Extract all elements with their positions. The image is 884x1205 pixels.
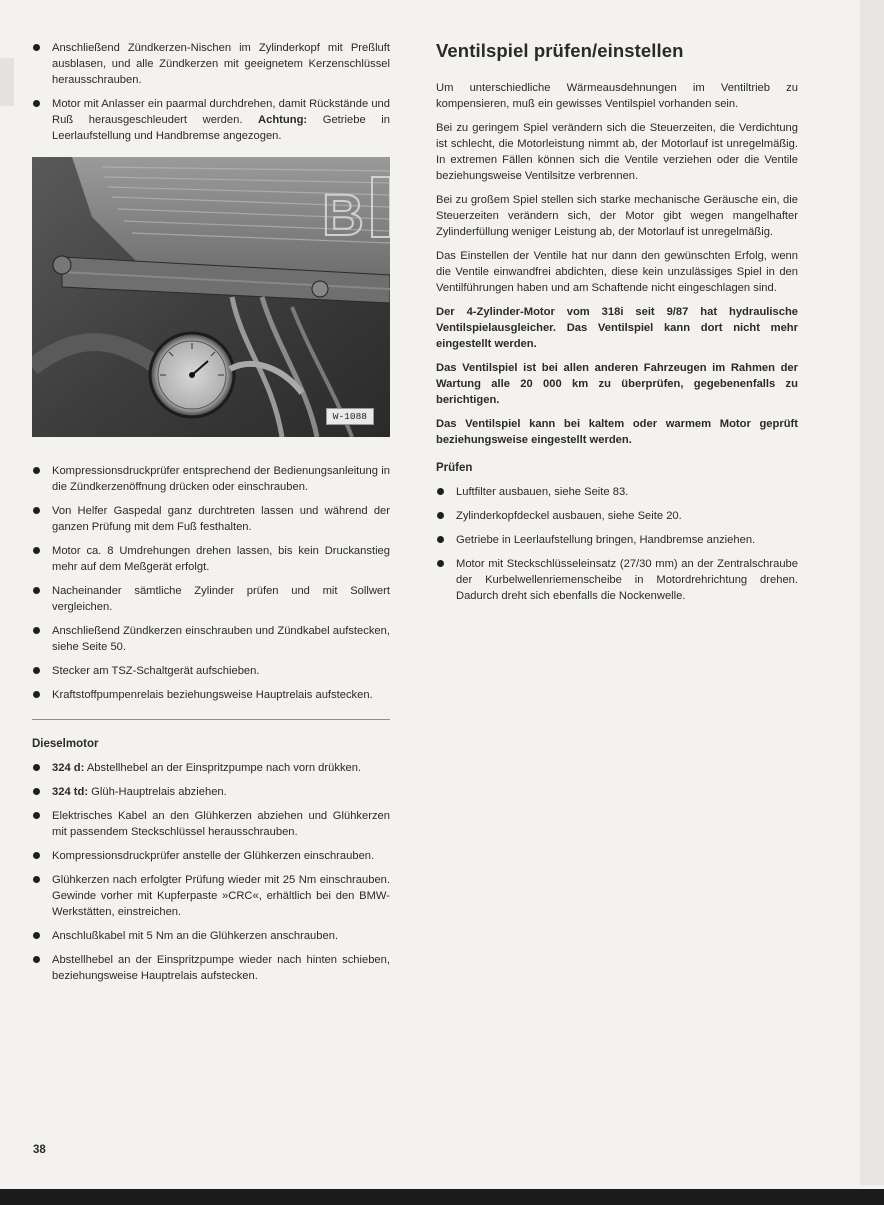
- list-item: Stecker am TSZ-Schaltgerät aufschieben.: [32, 663, 390, 679]
- bullet-list-top: [32, 40, 390, 144]
- list-item: Anschließend Zündkerzen-Nischen im Zylinderkopf mit Preßluft ausblasen, und alle Zündkerzen mit geeignetem Kerzenschlüssel herausschrauben.: [32, 40, 390, 88]
- page-edge-right: [860, 0, 884, 1185]
- list-item: Von Helfer Gaspedal ganz durchtreten lassen und während der ganzen Prüfung mit dem Fuß festhalten.: [32, 503, 390, 535]
- left-column: [32, 40, 390, 992]
- bold-paragraph: Das Ventilspiel ist bei allen anderen Fahrzeugen im Rahmen der Wartung alle 20 000 km zu überprüfen, gegebenenfalls zu berichtigen.: [436, 362, 798, 406]
- list-item: Anschlußkabel mit 5 Nm an die Glühkerzen anschrauben.: [32, 928, 390, 944]
- engine-photo: [32, 157, 390, 437]
- paragraph: Um unterschiedliche Wärmeausdehnungen im Ventiltrieb zu kompensieren, muß ein gewisses Ventilspiel vorhanden sein.: [436, 82, 798, 110]
- list-item: Abstellhebel an der Einspritzpumpe wieder nach hinten schieben, beziehungsweise Hauptrelais aufstecken.: [32, 952, 390, 984]
- list-item: 324 d: Abstellhebel an der Einspritzpumpe nach vorn drükken.: [32, 760, 390, 776]
- list-item: Getriebe in Leerlaufstellung bringen, Handbremse anziehen.: [436, 532, 798, 548]
- scan-bottom-border: [0, 1189, 884, 1205]
- page-number: 38: [33, 1144, 46, 1156]
- svg-text:B: B: [322, 183, 364, 248]
- compression-tester-photo: [32, 157, 390, 437]
- page-edge-tab: [0, 58, 14, 106]
- paragraph: Bei zu großem Spiel stellen sich starke mechanische Geräusche ein, die Steuerzeiten verändern sich, der Motor gibt wegen mangelhafter Zylinderfüllung weniger Leistung ab, der Motorlauf ist unregelmäßig.: [436, 194, 798, 238]
- bold-paragraph: Das Ventilspiel kann bei kaltem oder warmem Motor geprüft beziehungsweise eingestellt werden.: [436, 418, 798, 446]
- list-item: Elektrisches Kabel an den Glühkerzen abziehen und Glühkerzen mit passendem Steckschlüssel herausschrauben.: [32, 808, 390, 840]
- list-item: Kompressionsdruckprüfer entsprechend der Bedienungsanleitung in die Zündkerzenöffnung drücken oder einschrauben.: [32, 463, 390, 495]
- list-item: Nacheinander sämtliche Zylinder prüfen und mit Sollwert vergleichen.: [32, 583, 390, 615]
- list-item: Kraftstoffpumpenrelais beziehungsweise Hauptrelais aufstecken.: [32, 687, 390, 703]
- bullet-list-mid: [32, 463, 390, 703]
- list-item: Zylinderkopfdeckel ausbauen, siehe Seite 20.: [436, 508, 798, 524]
- bold-paragraph: Der 4-Zylinder-Motor vom 318i seit 9/87 hat hydraulische Ventilspielausgleicher. Das Ventilspiel kann dort nicht mehr eingestellt werden.: [436, 306, 798, 350]
- bullet-list-diesel: [32, 760, 390, 984]
- page-title: Ventilspiel prüfen/einstellen: [436, 40, 684, 61]
- list-item: Anschließend Zündkerzen einschrauben und Zündkabel aufstecken, siehe Seite 50.: [32, 623, 390, 655]
- section-heading-pruefen: Prüfen: [436, 462, 473, 474]
- bullet-list-pruefen: [436, 484, 798, 604]
- paragraph: Bei zu geringem Spiel verändern sich die Steuerzeiten, die Verdichtung ist schlecht, die Motorleistung nimmt ab, der Motorlauf ist unregelmäßig. In extremen Fällen können sich die Ventile verziehen oder die Ventile beziehungsweise Ventilsitze verbrennen.: [436, 122, 798, 182]
- paragraph: Das Einstellen der Ventile hat nur dann den gewünschten Erfolg, wenn die Ventile einwandfrei abdichten, diese kein unzulässiges Spiel in den Ventilführungen haben und am Schaftende nicht eingeschlagen sind.: [436, 250, 798, 294]
- warning-label: Achtung:: [258, 114, 308, 126]
- list-item: Glühkerzen nach erfolgter Prüfung wieder mit 25 Nm einschrauben. Gewinde vorher mit Kupferpaste »CRC«, erhältlich bei den BMW-Werkstätten, einstreichen.: [32, 872, 390, 920]
- list-item: Kompressionsdruckprüfer anstelle der Glühkerzen einschrauben.: [32, 848, 390, 864]
- list-item: Motor mit Steckschlüsseleinsatz (27/30 mm) an der Zentralschraube der Kurbelwellenriemenscheibe in Motordrehrichtung drehen. Dadurch dreht sich ebenfalls die Nockenwelle.: [436, 556, 798, 604]
- list-item: Luftfilter ausbauen, siehe Seite 83.: [436, 484, 798, 500]
- list-item: Motor mit Anlasser ein paarmal durchdrehen, damit Rückstände und Ruß herausgeschleudert werden. Achtung: Getriebe in Leerlaufstellung und Handbremse angezogen.: [32, 96, 390, 144]
- list-item: Motor ca. 8 Umdrehungen drehen lassen, bis kein Druckanstieg mehr auf dem Meßgerät erfolgt.: [32, 543, 390, 575]
- right-column: [436, 40, 798, 612]
- list-item: 324 td: Glüh-Hauptrelais abziehen.: [32, 784, 390, 800]
- section-heading-dieselmotor: Dieselmotor: [32, 738, 99, 750]
- section-divider: [32, 719, 390, 720]
- photo-reference-label: W-1088: [326, 408, 374, 425]
